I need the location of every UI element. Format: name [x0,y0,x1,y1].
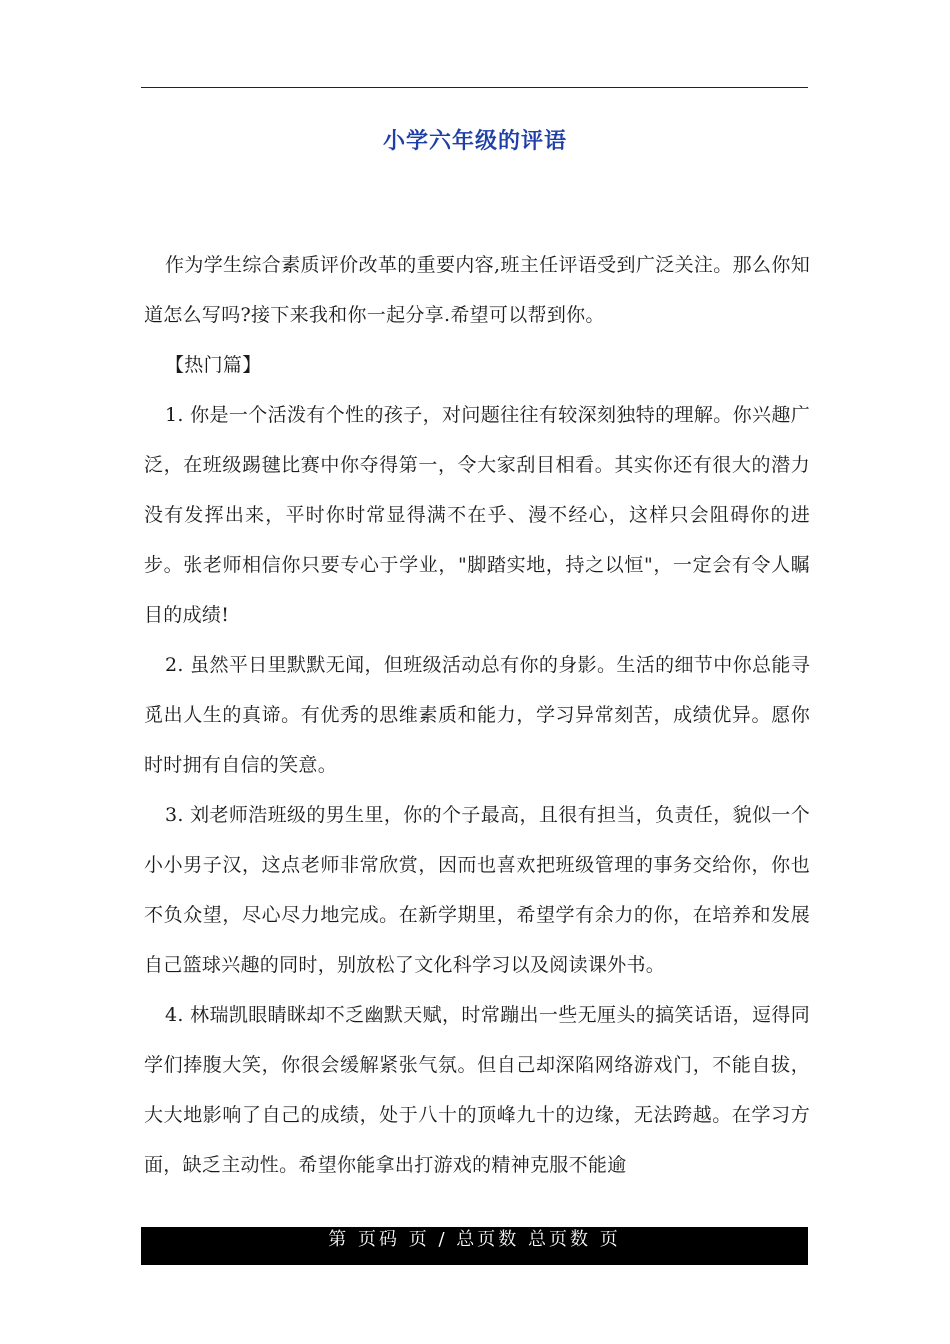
section-heading: 【热门篇】 [165,354,262,376]
comment-paragraph-3: 3. 刘老师浩班级的男生里，你的个子最高，且很有担当，负责任，貌似一个小小男子汉，这点老师非常欣赏，因而也喜欢把班级管理的事务交给你，你也不负众望，尽心尽力地完成。在新学期里，希望学有余力的你，在培养和发展自己篮球兴趣的同时，别放松了文化科学习以及阅读课外书。 [144,804,810,976]
page-footer [141,1227,808,1265]
document-title: 小学六年级的评语 [382,129,567,154]
comment-paragraph-4: 4. 林瑞凯眼睛眯却不乏幽默天赋，时常蹦出一些无厘头的搞笑话语，逗得同学们捧腹大笑，你很会缓解紧张气氛。但自己却深陷网络游戏门，不能自拔，大大地影响了自己的成绩，处于八十的顶峰九十的边缘，无法跨越。在学习方面，缺乏主动性。希望你能拿出打游戏的精神克服不能逾 [144,1004,810,1176]
intro-paragraph: 作为学生综合素质评价改革的重要内容,班主任评语受到广泛关注。那么你知道怎么写吗?接下来我和你一起分享.希望可以帮到你。 [144,254,810,326]
page-number-text: 第 页码 页 / 总页数 总页数 页 [328,1229,621,1250]
comment-paragraph-1: 1. 你是一个活泼有个性的孩子，对问题往往有较深刻独特的理解。你兴趣广泛，在班级踢毽比赛中你夺得第一，令大家刮目相看。其实你还有很大的潜力没有发挥出来，平时你时常显得满不在乎、漫不经心，这样只会阻碍你的进步。张老师相信你只要专心于学业，"脚踏实地，持之以恒"，一定会有令人瞩目的成绩! [144,404,810,626]
comment-paragraph-2: 2. 虽然平日里默默无闻，但班级活动总有你的身影。生活的细节中你总能寻觅出人生的真谛。有优秀的思维素质和能力，学习异常刻苦，成绩优异。愿你时时拥有自信的笑意。 [144,654,810,776]
header-rule [141,87,808,88]
document-body [144,240,810,1190]
